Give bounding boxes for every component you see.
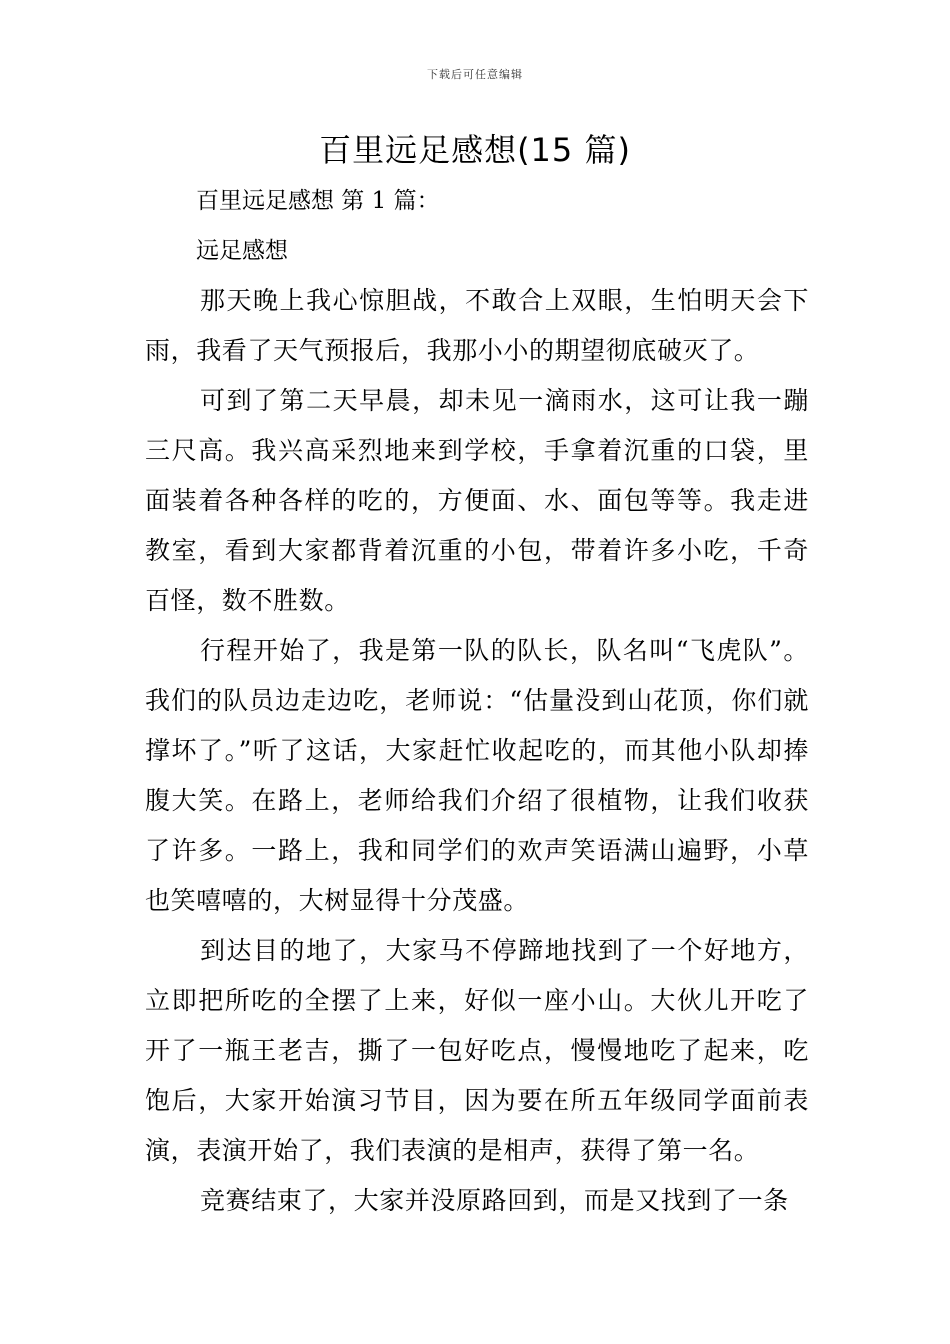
paragraph-1: 那天晚上我心惊胆战，不敢合上双眼，生怕明天会下雨，我看了天气预报后，我那小小的期望彻底破灭了。: [145, 286, 809, 365]
body-text: [145, 276, 809, 1226]
document-title: 百里远足感想(15 篇): [319, 131, 631, 169]
paragraph-5: 竞赛结束了，大家并没原路回到，而是又找到了一条: [200, 1186, 789, 1215]
paragraph-3: 行程开始了，我是第一队的队长，队名叫“飞虎队”。我们的队员边走边吃，老师说：“估量没到山花顶，你们就撑坏了。”听了这话，大家赶忙收起吃的，而其他小队却捧腹大笑。在路上，老师给我们介绍了很植物，让我们收获了许多。一路上，我和同学们的欢声笑语满山遍野，小草也笑嘻嘻的，大树显得十分茂盛。: [145, 636, 809, 915]
section-subtitle: 远足感想: [196, 238, 288, 264]
paragraph-2: 可到了第二天早晨，却未见一滴雨水，这可让我一蹦三尺高。我兴高采烈地来到学校，手拿着沉重的口袋，里面装着各种各样的吃的，方便面、水、面包等等。我走进教室，看到大家都背着沉重的小包，带着许多小吃，千奇百怪，数不胜数。: [145, 386, 809, 615]
paragraph-4: 到达目的地了，大家马不停蹄地找到了一个好地方，立即把所吃的全摆了上来，好似一座小山。大伙儿开吃了开了一瓶王老吉，撕了一包好吃点，慢慢地吃了起来，吃饱后，大家开始演习节目，因为要在所五年级同学面前表演，表演开始了，我们表演的是相声，获得了第一名。: [145, 936, 809, 1165]
header-note: 下载后可任意编辑: [427, 68, 523, 81]
chapter-heading: 百里远足感想 第 1 篇：: [196, 188, 440, 214]
